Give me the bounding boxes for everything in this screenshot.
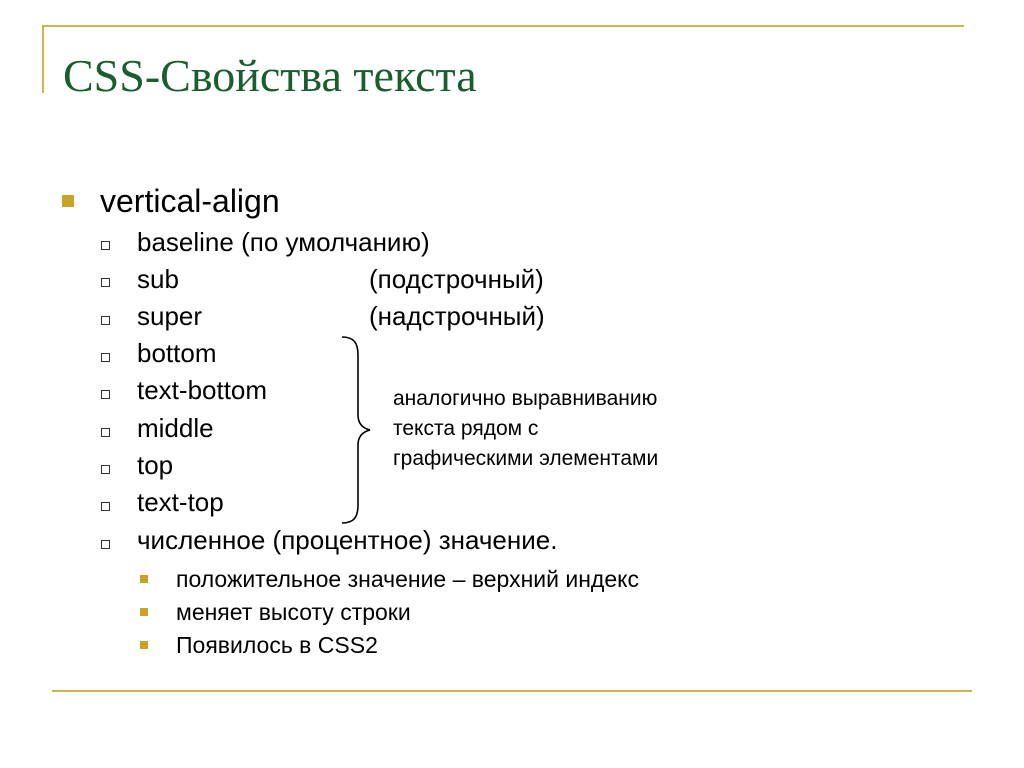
hollow-square-bullet-icon bbox=[101, 390, 110, 399]
value-name: text-top bbox=[137, 487, 224, 517]
value-name: text-bottom bbox=[137, 375, 268, 405]
hollow-square-bullet-icon bbox=[101, 278, 110, 287]
brace-note-line: графическими элементами bbox=[393, 447, 659, 470]
value-name: middle bbox=[137, 413, 214, 443]
value-desc: (подстрочный) bbox=[369, 264, 544, 294]
hollow-square-bullet-icon bbox=[101, 465, 110, 474]
brace-note bbox=[393, 384, 658, 474]
value-item bbox=[137, 412, 214, 444]
value-name: sub bbox=[137, 264, 179, 294]
value-item bbox=[137, 300, 545, 332]
hollow-square-bullet-icon bbox=[101, 428, 110, 437]
small-square-bullet-icon bbox=[140, 608, 148, 616]
value-item bbox=[137, 337, 217, 369]
hollow-square-bullet-icon bbox=[101, 241, 110, 250]
value-name: top bbox=[137, 450, 174, 480]
value-desc: (надстрочный) bbox=[369, 301, 545, 331]
hollow-square-bullet-icon bbox=[101, 316, 110, 325]
value-name: bottom bbox=[137, 338, 217, 368]
numeric-note: Появилось в CSS2 bbox=[176, 632, 378, 658]
property-name: vertical-align bbox=[100, 183, 280, 219]
value-name: численное (процентное) значение. bbox=[137, 525, 558, 555]
value-item bbox=[137, 486, 224, 518]
bottom-rule bbox=[52, 690, 972, 692]
hollow-square-bullet-icon bbox=[101, 540, 110, 549]
small-square-bullet-icon bbox=[140, 641, 148, 649]
numeric-note: меняет высоту строки bbox=[176, 599, 411, 625]
brace-note-line: аналогично выравниванию bbox=[393, 387, 658, 410]
brace-note-line: текста рядом с bbox=[393, 417, 539, 440]
value-item bbox=[137, 449, 173, 481]
bullet-square-icon bbox=[62, 195, 74, 207]
value-item bbox=[137, 263, 544, 295]
value-item bbox=[137, 226, 430, 258]
left-rule bbox=[42, 25, 44, 93]
value-item bbox=[137, 524, 557, 556]
value-name: super bbox=[137, 301, 203, 331]
slide-title: CSS-Свойства текста bbox=[63, 50, 477, 101]
numeric-note: положительное значение – верхний индекс bbox=[176, 566, 639, 592]
curly-brace-icon bbox=[340, 335, 374, 525]
value-item bbox=[137, 374, 267, 406]
hollow-square-bullet-icon bbox=[101, 353, 110, 362]
value-name: baseline (по умолчанию) bbox=[137, 227, 430, 257]
small-square-bullet-icon bbox=[140, 575, 148, 583]
top-rule bbox=[42, 25, 964, 27]
hollow-square-bullet-icon bbox=[101, 502, 110, 511]
